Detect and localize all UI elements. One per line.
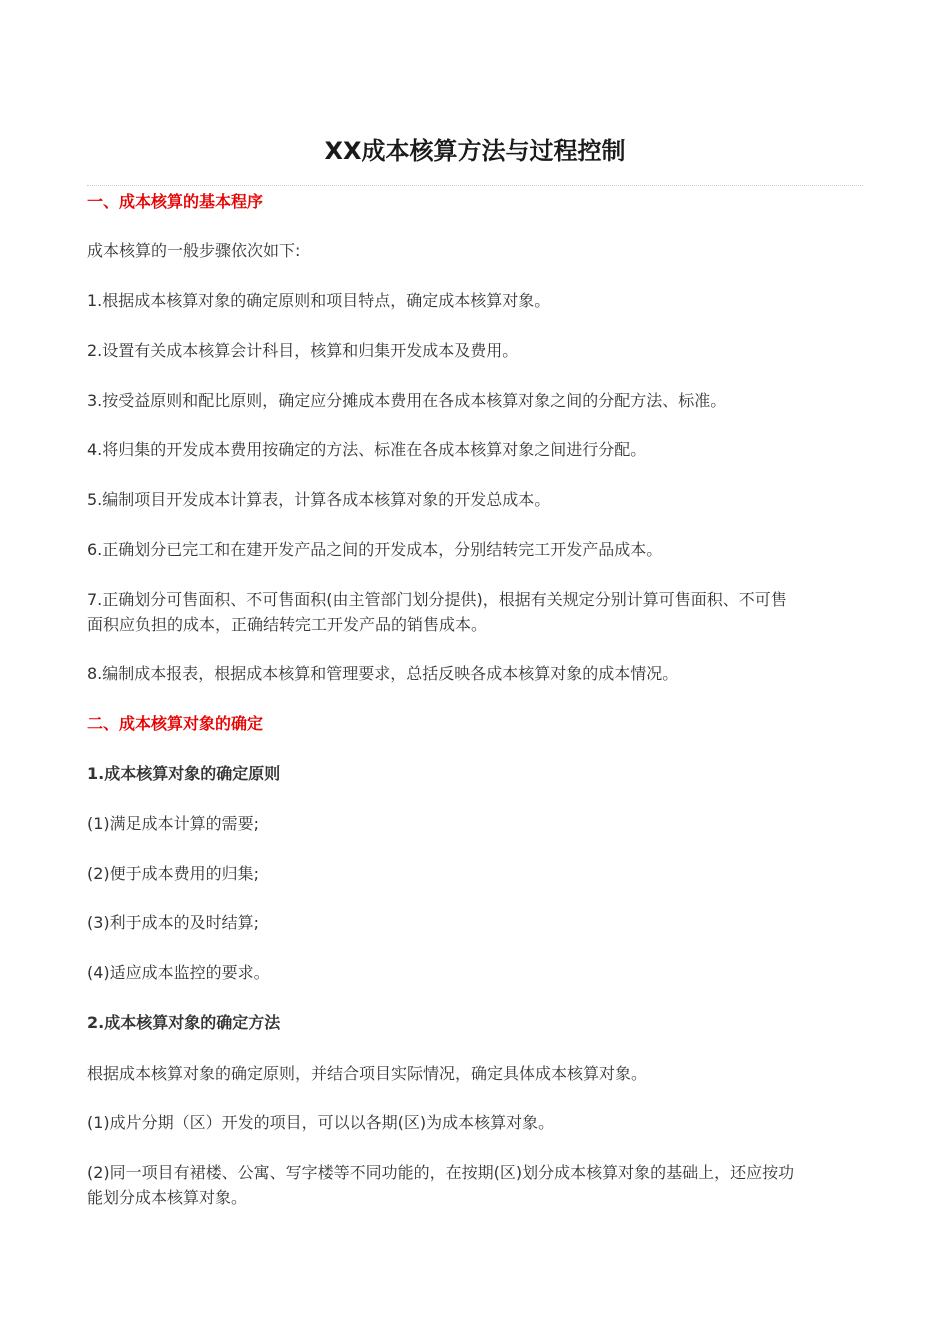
method-item-1: (1)成片分期（区）开发的项目，可以以各期(区)为成本核算对象。 [87,1113,555,1132]
subheading-methods: 2.成本核算对象的确定方法 [87,1013,281,1032]
principle-item-2: (2)便于成本费用的归集; [87,864,260,883]
principle-item-3: (3)利于成本的及时结算; [87,913,260,932]
procedure-step-5: 5.编制项目开发成本计算表，计算各成本核算对象的开发总成本。 [87,490,551,509]
procedure-step-1: 1.根据成本核算对象的确定原则和项目特点，确定成本核算对象。 [87,291,551,310]
methods-intro: 根据成本核算对象的确定原则，并结合项目实际情况，确定具体成本核算对象。 [87,1064,648,1083]
procedure-step-6: 6.正确划分已完工和在建开发产品之间的开发成本，分别结转完工开发产品成本。 [87,540,663,559]
section1-intro: 成本核算的一般步骤依次如下: [87,241,301,260]
procedure-step-4: 4.将归集的开发成本费用按确定的方法、标准在各成本核算对象之间进行分配。 [87,440,647,459]
procedure-step-8: 8.编制成本报表，根据成本核算和管理要求，总括反映各成本核算对象的成本情况。 [87,664,679,683]
procedure-step-7-line-1: 7.正确划分可售面积、不可售面积(由主管部门划分提供)，根据有关规定分别计算可售面积、不可售 [87,590,787,609]
section-heading-cost-object: 二、成本核算对象的确定 [87,714,264,733]
principle-item-4: (4)适应成本监控的要求。 [87,963,270,982]
subheading-principles: 1.成本核算对象的确定原则 [87,764,281,783]
procedure-step-3: 3.按受益原则和配比原则，确定应分摊成本费用在各成本核算对象之间的分配方法、标准。 [87,391,727,410]
principle-item-1: (1)满足成本计算的需要; [87,814,260,833]
procedure-step-2: 2.设置有关成本核算会计科目，核算和归集开发成本及费用。 [87,341,519,360]
section-heading-basic-procedure: 一、成本核算的基本程序 [87,192,264,211]
title-divider [87,185,863,186]
method-item-2-line-2: 能划分成本核算对象。 [87,1188,248,1207]
method-item-2-line-1: (2)同一项目有裙楼、公寓、写字楼等不同功能的，在按期(区)划分成本核算对象的基础上，还应按功 [87,1163,795,1182]
procedure-step-7-line-2: 面积应负担的成本，正确结转完工开发产品的销售成本。 [87,615,488,634]
document-title: XX成本核算方法与过程控制 [324,137,626,165]
